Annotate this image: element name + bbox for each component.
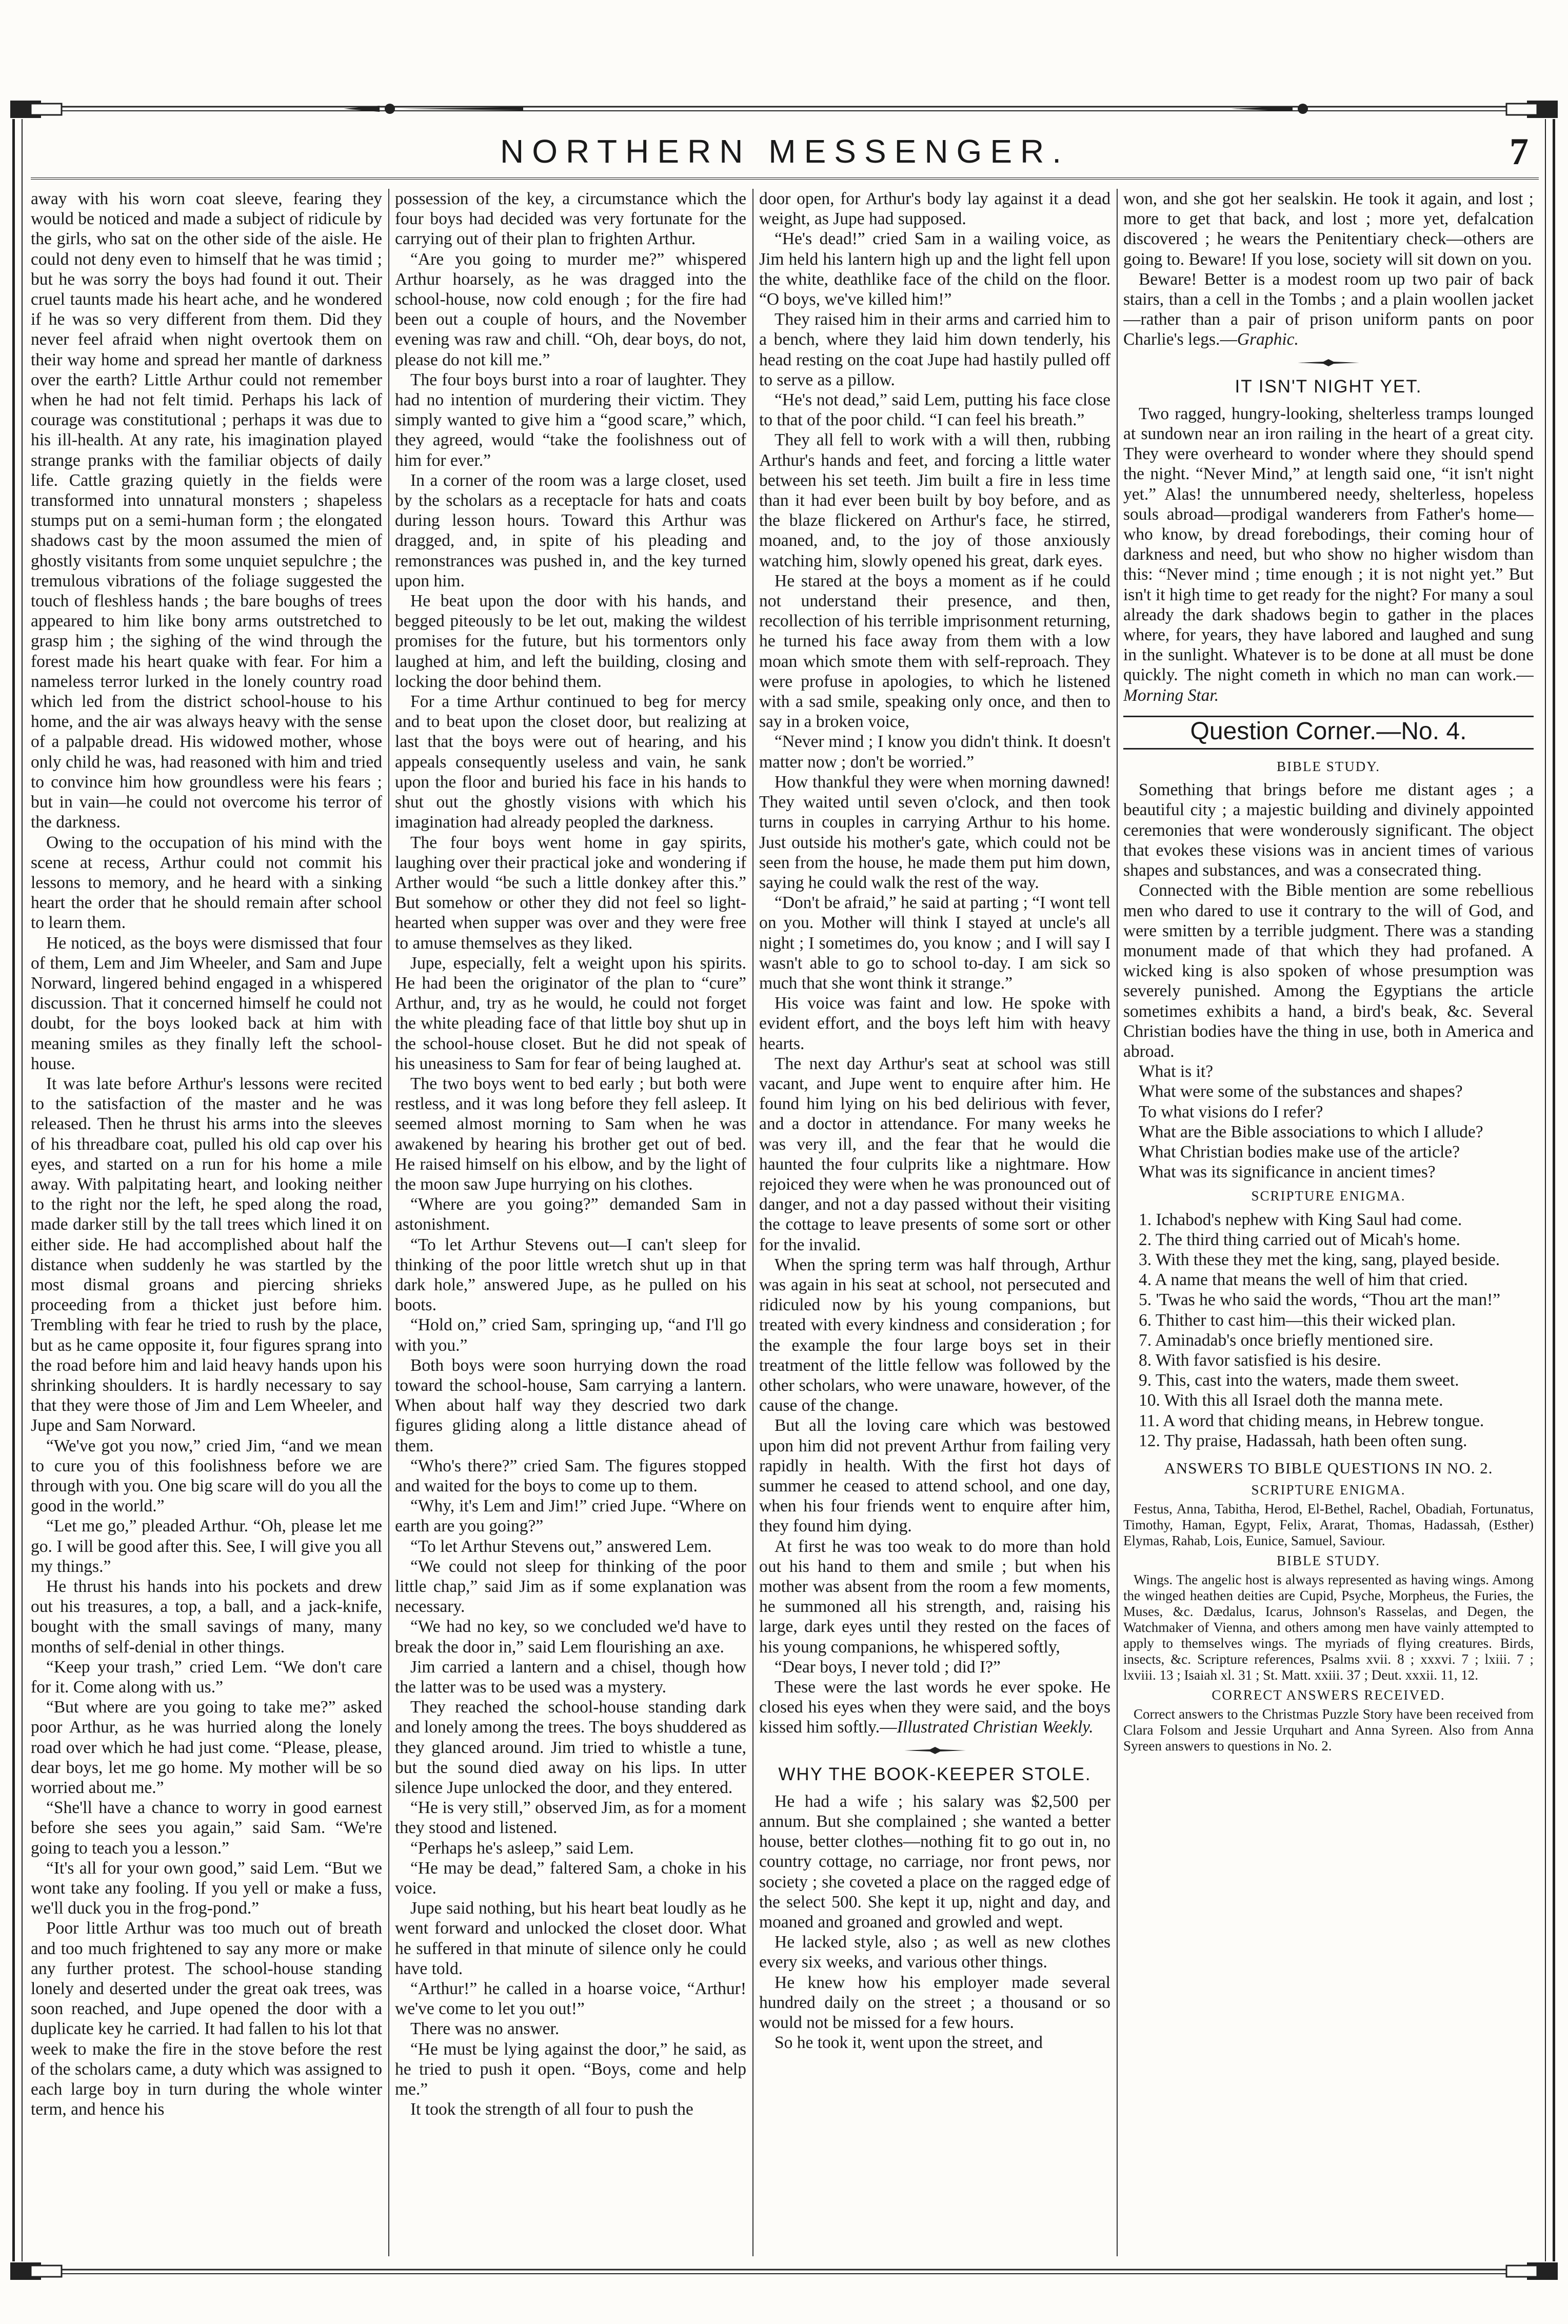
story-paragraph: “Keep your trash,” cried Lem. “We don't care for it. Come along with us.” <box>31 1657 382 1697</box>
story-paragraph: The four boys went home in gay spirits, laughing over their practical joke and wondering if Arther would “be such a little donkey after this.” But somehow or other they did not feel so light-hearted when supper was over and they were free to amuse themselves as they liked. <box>395 833 746 953</box>
enigma-heading: SCRIPTURE ENIGMA. <box>1251 1188 1406 1204</box>
story-paragraph: “It's all for your own good,” said Lem. “But we wont take any fooling. If you yell or make a fuss, we'll duck you in the frog-pond.” <box>31 1858 382 1918</box>
story-paragraph: “Dear boys, I never told ; did I?” <box>775 1657 1001 1677</box>
story-paragraph: “Never mind ; I know you didn't think. It doesn't matter now ; don't be worried.” <box>759 732 1110 772</box>
story-paragraph: There was no answer. <box>410 2019 560 2039</box>
column-rule <box>388 189 389 2256</box>
story-paragraph: They raised him in their arms and carried him to a bench, where they laid him down tenderly, his head resting on the coat Jupe had hastily pulled off to serve as a pillow. <box>759 310 1110 389</box>
article-paragraph: won, and she got her sealskin. He took it again, and lost ; more to get that back, and lost ; more yet, defalcation discovered ; he wears the Penitentiary check—others are going to. Beware! If you lose, society will sit down on you. <box>1123 189 1534 269</box>
enigma-list <box>1123 1210 1534 1451</box>
masthead <box>31 121 1539 180</box>
question-corner-box <box>1123 716 1534 750</box>
article-paragraph: So he took it, went upon the street, and <box>775 2033 1043 2053</box>
story-paragraph: His voice was faint and low. He spoke with evident effort, and the boys left him with heavy hearts. <box>759 994 1110 1053</box>
story-paragraph: But all the loving care which was bestowed upon him did not prevent Arthur from failing very rapidly in health. With the first hot days of summer he ceased to attend school, and one day, when his four friends went to enquire after him, they found him dying. <box>759 1416 1110 1536</box>
story-paragraph: He thrust his hands into his pockets and drew out his treasures, a top, a ball, and a jack-knife, bought with the small savings of many, many months of self-denial in other things. <box>31 1577 382 1657</box>
story-paragraph: Poor little Arthur was too much out of breath and too much frightened to say any more or make any further protest. The school-house standing lonely and deserted under the great oak trees, was soon reached, and Jupe opened the door with a duplicate key he carried. It had fallen to his lot that week to make the fire in the stove before the rest of the scholars came, a duty which was assigned to each large boy in turn during the whole winter term, and hence his <box>31 1919 382 2119</box>
story-paragraph: They all fell to work with a will then, rubbing Arthur's hands and feet, and forcing a little water between his set teeth. Jim built a fire in less time than it had ever been built by boy before, and as the blaze flickered on Arthur's face, he stirred, moaned, and, to the joy of those anxiously watching him, slowly opened his great, dark eyes. <box>759 430 1110 570</box>
article-credit: Graphic. <box>1237 330 1299 349</box>
bible-study-paragraph: Something that brings before me distant ages ; a beautiful city ; a majestic building and divinely appointed ceremonies that were wonderously significant. The object that evokes these visions was in ancient times of various shapes and substances, and was a consecrated thing. <box>1123 780 1534 880</box>
left-frame-border <box>12 119 23 2261</box>
story-paragraph: “Hold on,” cried Sam, springing up, “and I'll go with you.” <box>395 1315 746 1355</box>
story-paragraph: “To let Arthur Stevens out,” answered Lem. <box>410 1537 712 1556</box>
story-credit: Illustrated Christian Weekly. <box>897 1718 1094 1737</box>
enigma-line: 11. A word that chiding means, in Hebrew tongue. <box>1139 1411 1484 1430</box>
article-heading: IT ISN'T NIGHT YET. <box>1235 376 1422 397</box>
section-divider <box>1298 359 1359 366</box>
answers-enigma-text: Festus, Anna, Tabitha, Herod, El-Bethel, Rachel, Obadiah, Fortunatus, Timothy, Haman, Egypt, Felix, Ararat, Thomas, Hadassah, (Esther) Elymas, Rahab, Lois, Eunice, Samuel, Saviour. <box>1123 1501 1534 1549</box>
answers-bible-heading: BIBLE STUDY. <box>1276 1553 1381 1569</box>
story-paragraph: It was late before Arthur's lessons were recited to the satisfaction of the master and he was released. Then he thrust his arms into the sleeves of his threadbare coat, pulled his old cap over his eyes, and started on a run for his home a mile away. With palpitating heart, and looking neither to the right nor the left, he sped along the road, made darker still by the tall trees which lined it on either side. He had accomplished about half the distance when suddenly he was startled by the most dismal groans and piercing shrieks proceeding from a thicket just before him. Trembling with fear he tried to rush by the place, but as he came opposite it, four figures sprang into the road before him and laid heavy hands upon his shrinking shoulders. It is hardly necessary to say that they were those of Jim and Lem Wheeler, and Jupe and Sam Norward. <box>31 1074 382 1435</box>
enigma-line: 7. Aminadab's once briefly mentioned sire. <box>1139 1330 1434 1350</box>
question-corner-title: Question Corner.—No. 4. <box>1190 717 1467 745</box>
answers-heading: ANSWERS TO BIBLE QUESTIONS IN NO. 2. <box>1164 1459 1493 1477</box>
story-paragraph: Jupe said nothing, but his heart beat loudly as he went forward and unlocked the closet door. What he suffered in that minute of silence only he could have told. <box>395 1899 746 1978</box>
story-paragraph: “We could not sleep for thinking of the poor little chap,” said Jim as if some explanation was necessary. <box>395 1557 746 1617</box>
article-final-text: Beware! Better is a modest room up two pair of back stairs, than a cell in the Tombs ; and a plain woollen jacket—rather than a pair of prison uniform pants on poor Charlie's legs.— <box>1123 269 1534 349</box>
story-paragraph: “Don't be afraid,” he said at parting ; “I wont tell on you. Mother will think I stayed at uncle's all night ; I sometimes do, you know ; and I will say I wasn't able to go to school to-day. I am sick so much that she wont think it strange.” <box>759 893 1110 993</box>
bible-study-question: What was its significance in ancient times? <box>1139 1163 1436 1182</box>
section-divider <box>904 1747 966 1754</box>
story-paragraph: At first he was too weak to do more than hold out his hand to them and smile ; but when his mother was absent from the room a few moments, he summoned all his strength, and, raising his large, dark eyes until they rested on the faces of his young companions, he whispered softly, <box>759 1537 1110 1657</box>
newspaper-title: NORTHERN MESSENGER. <box>500 133 1070 170</box>
answers-bible-text: Wings. The angelic host is always represented as having wings. Among the winged heathen deities are Cupid, Psyche, Morpheus, the Furies, the Muses, &c. Dædalus, Icarus, Johnson's Rasselas, and Degen, the Watchmaker of Vienna, and others among men have vainly attempted to apply to themselves wings. The myriads of flying creatures. Birds, insects, &c. Scripture references, Psalms xvii. 8 ; xxxvi. 7 ; lxiii. 7 ; lxviii. 13 ; Isaiah xl. 31 ; St. Matt. xxiii. 37 ; Deut. xxxii. 11, 12. <box>1123 1572 1534 1683</box>
answers-enigma-heading: SCRIPTURE ENIGMA. <box>1251 1482 1406 1498</box>
enigma-line: 2. The third thing carried out of Micah's home. <box>1139 1230 1460 1249</box>
enigma-line: 1. Ichabod's nephew with King Saul had come. <box>1139 1210 1462 1229</box>
story-paragraph: “Where are you going?” demanded Sam in astonishment. <box>395 1195 746 1234</box>
top-ornamental-border <box>10 101 1558 118</box>
story-paragraph: Both boys were soon hurrying down the road toward the school-house, Sam carrying a lantern. When about half way they descried two dark figures gliding along a little distance ahead of them. <box>395 1355 746 1455</box>
article-paragraph: He lacked style, also ; as well as new clothes every six weeks, and various other things. <box>759 1933 1110 1972</box>
bible-study-paragraph: Connected with the Bible mention are some rebellious men who dared to use it contrary to the will of God, and were smitten by a terrible judgment. There was a standing monument made of that which they had profaned. A wicked king is also spoken of whose presumption was severely punished. Among the Egyptians the article sometimes exhibits a hand, a bird's beak, &c. Several Christian bodies have the thing in use, both in America and abroad. <box>1123 881 1534 1061</box>
story-paragraph: How thankful they were when morning dawned! They waited until seven o'clock, and then took turns in couples in carrying Arthur to his home. Just outside his mother's gate, which could not be seen from the house, he made them put him down, saying he could walk the rest of the way. <box>759 772 1110 892</box>
story-paragraph: “Perhaps he's asleep,” said Lem. <box>410 1838 634 1858</box>
story-paragraph: “But where are you going to take me?” asked poor Arthur, as he was hurried along the lonely road over which he had just come. “Please, please, dear boys, let me go home. My mother will be so worried about me.” <box>31 1698 382 1798</box>
story-paragraph: The four boys burst into a roar of laughter. They had no intention of murdering their victim. They simply wanted to give him a “good scare,” which, they agreed, would “take the foolishness out of him for ever.” <box>395 370 746 470</box>
story-paragraph: “She'll have a chance to worry in good earnest before she sees you again,” said Sam. “We're going to teach you a lesson.” <box>31 1798 382 1858</box>
bottom-ornamental-border <box>10 2262 1558 2280</box>
story-paragraph: Jupe, especially, felt a weight upon his spirits. He had been the originator of the plan to “cure” Arthur, and, try as he would, he could not forget the white pleading face of that little boy shut up in the school-house closet. But he did not speak of his uneasiness to Sam for fear of being laughed at. <box>395 953 746 1073</box>
enigma-line: 5. 'Twas he who said the words, “Thou art the man!” <box>1139 1290 1501 1310</box>
article-heading: WHY THE BOOK-KEEPER STOLE. <box>778 1764 1091 1784</box>
enigma-line: 9. This, cast into the waters, made them sweet. <box>1139 1371 1459 1390</box>
story-paragraph: When the spring term was half through, Arthur was again in his seat at school, not persecuted and ridiculed now by his young companions, but treated with every kindness and consideration ; for the example the four large boys set in their treatment of the little fellow was followed by the other scholars, who were unaware, however, of the cause of the change. <box>759 1255 1110 1415</box>
story-paragraph: The two boys went to bed early ; but both were restless, and it was long before they fell asleep. It seemed almost morning to Sam when he was awakened by hearing his brother get out of bed. He raised himself on his elbow, and by the light of the moon saw Jupe hurrying on his clothes. <box>395 1074 746 1194</box>
story-paragraph: “Let me go,” pleaded Arthur. “Oh, please let me go. I will be good after this. See, I will give you all my things.” <box>31 1516 382 1576</box>
enigma-line: 4. A name that means the well of him that cried. <box>1139 1270 1468 1290</box>
night-text: Two ragged, hungry-looking, shelterless tramps lounged at sundown near an iron railing in the heart of a great city. They were overheard to wonder where they should spend the night. “Never Mind,” at length said one, “it isn't night yet.” Alas! the unnumbered needy, shelterless, hopeless souls abroad—prodigal wanderers from Father's home—who know, by dread forebodings, their coming hour of darkness and need, but who show no higher wisdom than this: “Never mind ; time enough ; it is not night yet.” But isn't it high time to get ready for the night? For many a soul already the dark shadows begin to gather in the places where, for years, they have labored and laughed and sung in the sunlight. Whatever is to be done at all must be done quickly. The night cometh in which no man can work.— <box>1123 404 1534 685</box>
story-paragraph: “He must be lying against the door,” he said, as he tried to push it open. “Boys, come and help me.” <box>395 2039 746 2099</box>
story-paragraph: “He may be dead,” faltered Sam, a choke in his voice. <box>395 1858 746 1898</box>
column-4 <box>1123 189 1534 2256</box>
article-paragraph: He knew how his employer made several hundred daily on the street ; a thousand or so would not be missed for a few hours. <box>759 1973 1110 2033</box>
bible-study-question: What were some of the substances and shapes? <box>1139 1082 1463 1101</box>
column-1 <box>31 189 382 2256</box>
enigma-line: 10. With this all Israel doth the manna mete. <box>1139 1391 1443 1410</box>
bible-study-heading: BIBLE STUDY. <box>1276 759 1381 775</box>
story-final-text: These were the last words he ever spoke. He closed his eyes when they were said, and the boys kissed him softly.— <box>759 1678 1110 1737</box>
story-paragraph-final <box>759 1677 1110 1738</box>
story-paragraph: In a corner of the room was a large closet, used by the scholars as a receptacle for hats and coats during lesson hours. Toward this Arthur was dragged, and, in spite of his pleading and remonstrances was pushed in, and the key turned upon him. <box>395 470 746 590</box>
bible-study-question: To what visions do I refer? <box>1139 1102 1323 1121</box>
enigma-line: 12. Thy praise, Hadassah, hath been often sung. <box>1139 1431 1467 1450</box>
story-paragraph: The next day Arthur's seat at school was still vacant, and Jupe went to enquire after him. He found him lying on his bed delirious with fever, and a doctor in attendance. For many weeks he was very ill, and the fear that he would die haunted the four culprits like a nightmare. How rejoiced they were when he was pronounced out of danger, and not a day passed without their visiting the cottage to leave presents of some sort or other for the invalid. <box>759 1054 1110 1254</box>
story-paragraph: “Why, it's Lem and Jim!” cried Jupe. “Where on earth are you going?” <box>395 1496 746 1536</box>
story-paragraph: Jim carried a lantern and a chisel, though how the latter was to be used was a mystery. <box>395 1657 746 1697</box>
bible-study-question: What are the Bible associations to which I allude? <box>1139 1122 1483 1141</box>
column-rule <box>752 189 753 2256</box>
story-paragraph: He noticed, as the boys were dismissed that four of them, Lem and Jim Wheeler, and Sam and Jupe Norward, lingered behind engaged in a whispered discussion. That it concerned himself he could not doubt, for the boys looked back at him with meaning smiles as they finally left the school-house. <box>31 933 382 1073</box>
story-paragraph: “We've got you now,” cried Jim, “and we mean to cure you of this foolishness before we are through with you. One big scare will do you all the good in the world.” <box>31 1436 382 1516</box>
page-number: 7 <box>1510 131 1529 173</box>
enigma-line: 3. With these they met the king, sang, played beside. <box>1139 1250 1500 1269</box>
story-paragraph: door open, for Arthur's body lay against it a dead weight, as Jupe had supposed. <box>759 189 1110 229</box>
story-paragraph: They reached the school-house standing dark and lonely among the trees. The boys shuddered as they glanced around. Jim tried to whistle a tune, but the sound died away on his lips. In utter silence Jupe unlocked the door, and they entered. <box>395 1698 746 1798</box>
enigma-line: 6. Thither to cast him—this their wicked plan. <box>1139 1310 1456 1330</box>
article-paragraph-final <box>1123 269 1534 350</box>
right-frame-border <box>1545 119 1555 2261</box>
story-paragraph: He stared at the boys a moment as if he could not understand their presence, and then, recollection of his terrible imprisonment returning, he turned his face away from them with a low moan which smote them with self-reproach. They were profuse in apologies, to which he listened with a sad smile, speaking only once, and then to say in a broken voice, <box>759 571 1110 732</box>
article-credit: Morning Star. <box>1123 685 1219 705</box>
story-paragraph: “He is very still,” observed Jim, as for a moment they stood and listened. <box>395 1798 746 1838</box>
enigma-line: 8. With favor satisfied is his desire. <box>1139 1350 1381 1370</box>
story-paragraph: “Who's there?” cried Sam. The figures stopped and waited for the boys to come up to them. <box>395 1456 746 1495</box>
bible-study-question: What Christian bodies make use of the article? <box>1139 1142 1460 1161</box>
correct-answers-heading: CORRECT ANSWERS RECEIVED. <box>1212 1687 1445 1703</box>
story-paragraph: It took the strength of all four to push the <box>410 2100 693 2119</box>
article-paragraph <box>1123 404 1534 705</box>
story-paragraph: Owing to the occupation of his mind with the scene at recess, Arthur could not commit his lessons to memory, and he heard with a sinking heart the order that he should remain after school to learn them. <box>31 833 382 933</box>
article-paragraph: He had a wife ; his salary was $2,500 per annum. But she complained ; she wanted a better house, better clothes—nothing fit to go out in, no country cottage, no carriage, nor front pews, nor society ; she coveted a place on the ragged edge of the select 500. She kept it up, night and day, and moaned and groaned and growled and wept. <box>759 1791 1110 1932</box>
story-paragraph: He beat upon the door with his hands, and begged piteously to be let out, making the wildest promises for the future, but his tormentors only laughed at him, and left the building, closing and locking the door behind them. <box>395 592 746 691</box>
story-paragraph: For a time Arthur continued to beg for mercy and to beat upon the closet door, but realizing at last that the boys were out of hearing, and his appeals consequently useless and vain, he sank upon the floor and buried his face in his hands to shut out the ghostly visions with which his imagination had already peopled the darkness. <box>395 692 746 832</box>
column-rule <box>1117 189 1118 2256</box>
correct-answers-text: Correct answers to the Christmas Puzzle Story have been received from Clara Folsom and Jessie Urquhart and Anna Syreen. Also from Anna Syreen answers to questions in No. 2. <box>1123 1706 1534 1754</box>
column-3 <box>759 189 1110 2256</box>
column-2 <box>395 189 746 2256</box>
story-paragraph: “Are you going to murder me?” whispered Arthur hoarsely, as he was dragged into the school-house, now cold enough ; for the fire had been out a couple of hours, and the November evening was raw and chill. “Oh, dear boys, do not, please do not kill me.” <box>395 249 746 369</box>
story-paragraph: “To let Arthur Stevens out—I can't sleep for thinking of the poor little wretch shut up in that dark hole,” answered Jupe, as he pulled on his boots. <box>395 1235 746 1315</box>
story-paragraph: “He's dead!” cried Sam in a wailing voice, as Jim held his lantern high up and the light fell upon the white, deathlike face of the child on the floor. “O boys, we've killed him!” <box>759 229 1110 309</box>
bible-study-question: What is it? <box>1139 1062 1214 1081</box>
story-paragraph: possession of the key, a circumstance which the four boys had decided was very fortunate for the carrying out of their plan to frighten Arthur. <box>395 189 746 249</box>
story-paragraph: away with his worn coat sleeve, fearing they would be noticed and made a subject of ridicule by the girls, who sat on the other side of the aisle. He could not deny even to himself that he was timid ; but he was sorry the boys had found it out. Their cruel taunts made his heart ache, and he wondered if he was so very different from them. Did they never feel afraid when night overtook them on their way home and spread her mantle of darkness over the earth? Little Arthur could not remember when he had not felt timid. Perhaps his lack of courage was constitutional ; perhaps it was due to his ill-health. At any rate, his imagination played strange pranks with the familiar objects of daily life. Cattle grazing quietly in the fields were transformed into unnatural monsters ; shapeless stumps put on a semi-human form ; the elongated shadows cast by the moon assumed the mien of ghostly visitants from some unquiet sepulchre ; the tremulous vibrations of the foliage suggested the touch of fleshless hands ; the bare boughs of trees appeared to him like bony arms outstretched to grasp him ; the sighing of the wind through the forest made his heart quake with fear. For him a nameless terror lurked in the lonely country road which led from the district school-house to his home, and the air was always heavy with the sense of a palpable dread. His widowed mother, whose only child he was, had reasoned with him and tried to convince him how groundless were his fears ; but in vain—he could not overcome his terror of the darkness. <box>31 189 382 832</box>
answers-section <box>1123 1482 1534 1754</box>
story-paragraph: “Arthur!” he called in a hoarse voice, “Arthur! we've come to let you out!” <box>395 1979 746 2019</box>
story-paragraph: “He's not dead,” said Lem, putting his face close to that of the poor child. “I can feel his breath.” <box>759 390 1110 430</box>
story-paragraph: “We had no key, so we concluded we'd have to break the door in,” said Lem flourishing an axe. <box>395 1617 746 1657</box>
